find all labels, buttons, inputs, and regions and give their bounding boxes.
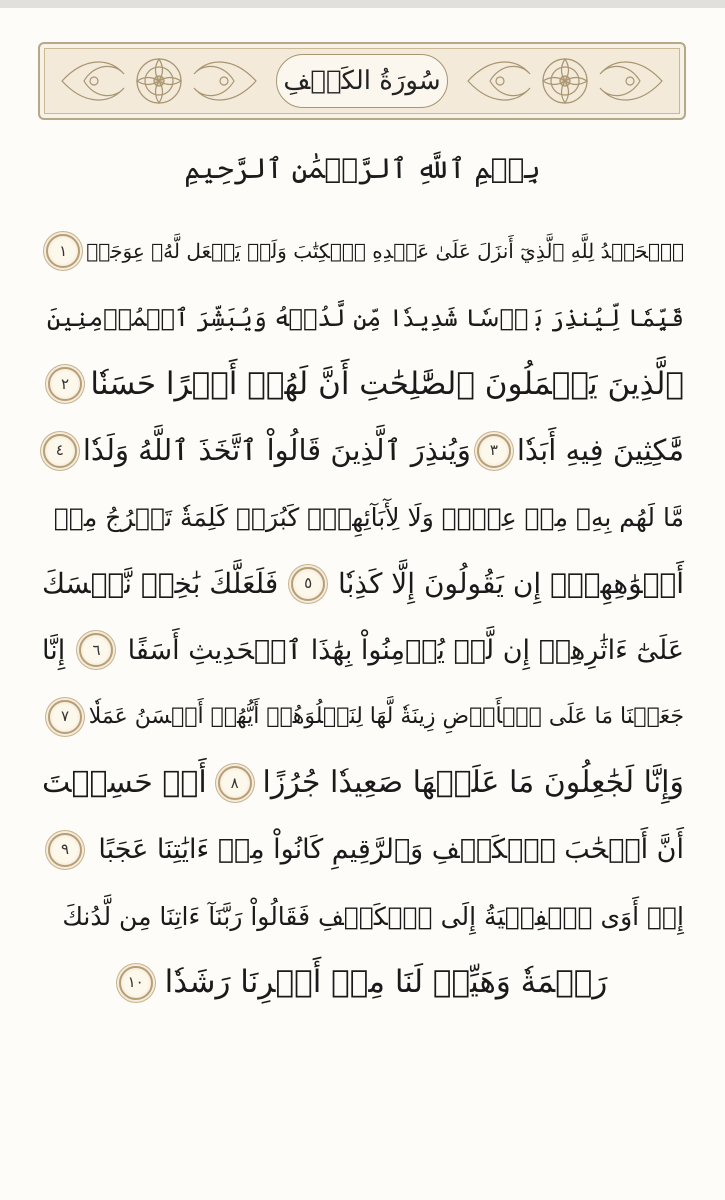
verse-text: مَّا لَهُم بِهِۦ مِنۡ عِلۡمٖ وَلَا لِأٓبَآئِهِمۡۚ كَبُرَتۡ كَلِمَةٗ تَخۡرُجُ مِنۡ <box>53 502 684 532</box>
verse-text: وَإِنَّا لَجَٰعِلُونَ مَا عَلَيۡهَا صَعِيدٗا جُرُزًا <box>262 765 684 801</box>
ayah-number-marker: ٥ <box>291 567 325 601</box>
ayah-number-marker: ٢ <box>48 367 82 401</box>
verse-text: مَّٰكِثِينَ فِيهِ أَبَدٗا <box>516 433 684 468</box>
ayah-number-marker: ١ <box>46 234 80 268</box>
verse-text: أَنَّ أَصۡحَٰبَ ٱلۡكَهۡفِ وَٱلرَّقِيمِ كَانُواْ مِنۡ ءَايَٰتِنَا عَجَبًا <box>98 834 684 866</box>
text-line <box>42 684 684 751</box>
verse-text: وَيُنذِرَ ٱلَّذِينَ قَالُواْ ٱتَّخَذَ ٱللَّهُ وَلَدٗا <box>82 433 471 468</box>
verse-text: قَيِّمٗا لِّيُنذِرَ بَأۡسٗا شَدِيدٗا مِّن لَّدُنۡهُ وَيُبَشِّرَ ٱلۡمُؤۡمِنِينَ <box>46 303 684 332</box>
ayah-number-marker: ٩ <box>48 833 82 867</box>
text-line <box>42 617 684 684</box>
verse-text: أَفۡوَٰهِهِمۡۚ إِن يَقُولُونَ إِلَّا كَذِبٗا <box>338 566 684 600</box>
arabesque-ornament-icon <box>460 52 670 110</box>
text-line <box>42 551 684 618</box>
surah-title-cartouche <box>276 54 448 108</box>
text-line <box>42 218 684 285</box>
verse-text: جَعَلۡنَا مَا عَلَى ٱلۡأَرۡضِ زِينَةٗ لَّهَا لِنَبۡلُوَهُمۡ أَيُّهُمۡ أَحۡسَنُ عَمَلٗا <box>88 703 684 729</box>
top-strip <box>0 0 725 8</box>
ayah-number-marker: ٤ <box>43 434 77 468</box>
ayah-number-marker: ١٠ <box>119 966 153 1000</box>
basmala: بِسۡمِ ٱللَّهِ ٱلرَّحۡمَٰنِ ٱلرَّحِيمِ <box>184 152 541 185</box>
text-line <box>42 418 684 485</box>
text-line <box>42 750 684 817</box>
text-line <box>42 351 684 418</box>
ayah-number-marker: ٦ <box>79 633 113 667</box>
verse-text: رَحۡمَةٗ وَهَيِّئۡ لَنَا مِنۡ أَمۡرِنَا رَشَدٗا <box>164 964 608 1001</box>
text-line <box>42 817 684 884</box>
text-line <box>42 285 684 352</box>
surah-header-frame <box>38 42 686 120</box>
verse-text: فَلَعَلَّكَ بَٰخِعٞ نَّفۡسَكَ <box>42 566 279 600</box>
verse-text: إِنَّا <box>42 634 66 666</box>
surah-title: سُورَةُ الكَهۡفِ <box>283 66 441 96</box>
verse-text: ٱلۡحَمۡدُ لِلَّهِ ٱلَّذِيٓ أَنزَلَ عَلَىٰ عَبۡدِهِ ٱلۡكِتَٰبَ وَلَمۡ يَجۡعَل لَّهُۥ عِوَجَاۜ <box>86 239 684 264</box>
quran-page-text <box>42 218 684 1016</box>
text-line <box>42 484 684 551</box>
ayah-number-marker: ٨ <box>218 766 252 800</box>
verse-text: عَلَىٰٓ ءَاثَٰرِهِمۡ إِن لَّمۡ يُؤۡمِنُواْ بِهَٰذَا ٱلۡحَدِيثِ أَسَفًا <box>127 634 684 666</box>
arabesque-ornament-icon <box>54 52 264 110</box>
verse-text: إِذۡ أَوَى ٱلۡفِتۡيَةُ إِلَى ٱلۡكَهۡفِ فَقَالُواْ رَبَّنَآ ءَاتِنَا مِن لَّدُنكَ <box>62 901 684 931</box>
ayah-number-marker: ٣ <box>477 434 511 468</box>
verse-text: أَمۡ حَسِبۡتَ <box>42 765 207 801</box>
text-line <box>42 950 684 1017</box>
ayah-number-marker: ٧ <box>48 700 82 734</box>
verse-text: ٱلَّذِينَ يَعۡمَلُونَ ٱلصَّٰلِحَٰتِ أَنَّ لَهُمۡ أَجۡرًا حَسَنٗا <box>90 365 684 402</box>
text-line <box>42 883 684 950</box>
